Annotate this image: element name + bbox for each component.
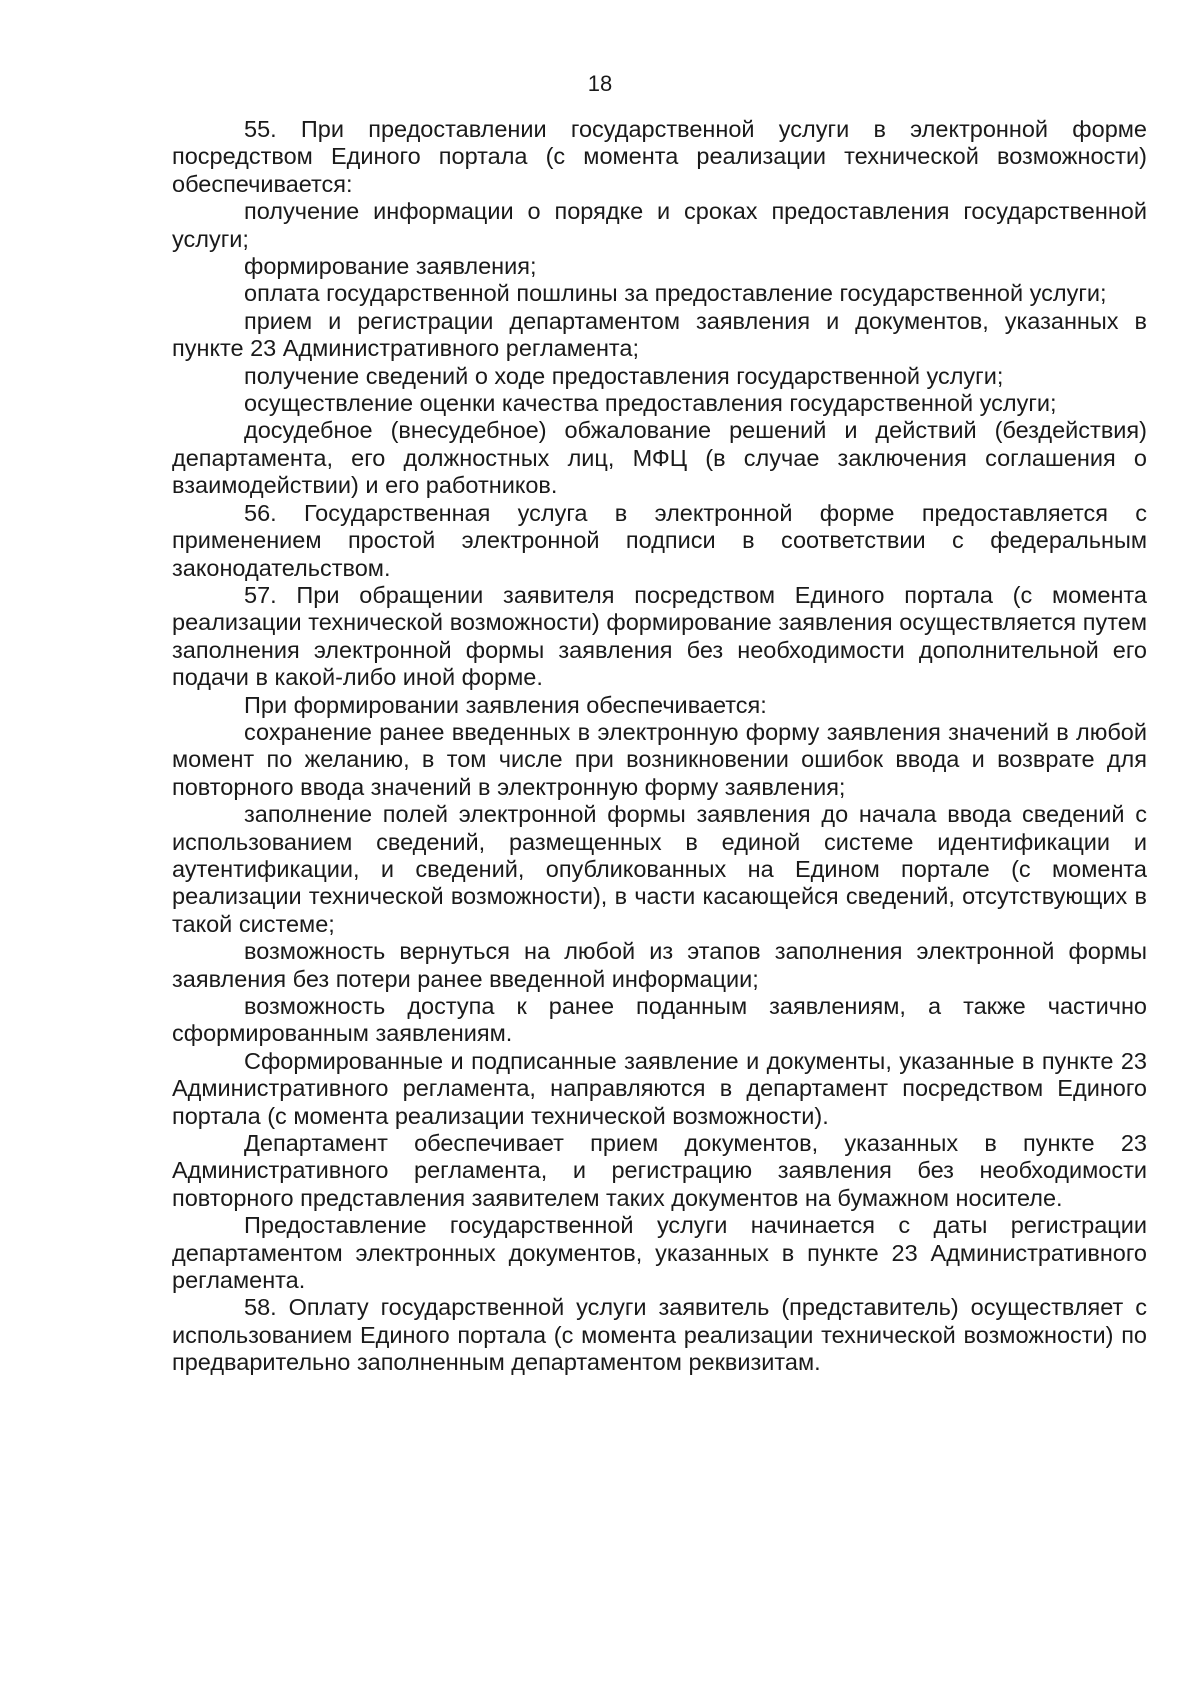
paragraph: 55. При предоставлении государственной услуги в электронной форме посредством Единого портала (с момента реализации технической возможности) обеспечивается:: [172, 116, 1147, 197]
paragraph: получение информации о порядке и сроках предоставления государственной услуги;: [172, 198, 1147, 252]
paragraph: 58. Оплату государственной услуги заявитель (представитель) осуществляет с использованием Единого портала (с момента реализации технической возможности) по предварительно заполненным департаментом реквизитам.: [172, 1294, 1147, 1376]
paragraph: оплата государственной пошлины за предоставление государственной услуги;: [244, 280, 1107, 307]
paragraph: При формировании заявления обеспечивается:: [244, 691, 767, 718]
paragraph: 57. При обращении заявителя посредством Единого портала (с момента реализации технической возможности) формирование заявления осуществляется путем заполнения электронной формы заявления без необходимости дополнительной его подачи в какой-либо иной форме.: [172, 581, 1147, 691]
paragraph: Предоставление государственной услуги начинается с даты регистрации департаментом электронных документов, указанных в пункте 23 Административного регламента.: [172, 1212, 1147, 1294]
paragraph: осуществление оценки качества предоставления государственной услуги;: [244, 390, 1057, 417]
paragraph: возможность вернуться на любой из этапов заполнения электронной формы заявления без потери ранее введенной информации;: [172, 938, 1147, 992]
paragraph: 56. Государственная услуга в электронной форме предоставляется с применением простой электронной подписи в соответствии с федеральным законодательством.: [172, 499, 1147, 581]
paragraph: Департамент обеспечивает прием документов, указанных в пункте 23 Административного регламента, и регистрацию заявления без необходимости повторного представления заявителем таких документов на бумажном носителе.: [172, 1130, 1147, 1211]
page-number: 18: [587, 71, 613, 96]
paragraph: досудебное (внесудебное) обжалование решений и действий (бездействия) департамента, его должностных лиц, МФЦ (в случае заключения соглашения о взаимодействии) и его работников.: [172, 417, 1147, 499]
document-body: [172, 116, 1147, 1377]
paragraph: прием и регистрации департаментом заявления и документов, указанных в пункте 23 Административного регламента;: [172, 307, 1147, 362]
paragraph: получение сведений о ходе предоставления государственной услуги;: [244, 362, 1004, 389]
paragraph: заполнение полей электронной формы заявления до начала ввода сведений с использованием сведений, размещенных в единой системе идентификации и аутентификации, и сведений, опубликованных на Едином портале (с момента реализации технической возможности), в части касающейся сведений, отсутствующих в такой системе;: [172, 801, 1147, 937]
paragraph: формирование заявления;: [244, 253, 537, 280]
paragraph: Сформированные и подписанные заявление и документы, указанные в пункте 23 Административного регламента, направляются в департамент посредством Единого портала (с момента реализации технической возможности).: [172, 1047, 1147, 1129]
paragraph: возможность доступа к ранее поданным заявлениям, а также частично сформированным заявлениям.: [172, 993, 1147, 1047]
paragraph: сохранение ранее введенных в электронную форму заявления значений в любой момент по желанию, в том числе при возникновении ошибок ввода и возврате для повторного ввода значений в электронную форму заявления;: [172, 718, 1147, 800]
